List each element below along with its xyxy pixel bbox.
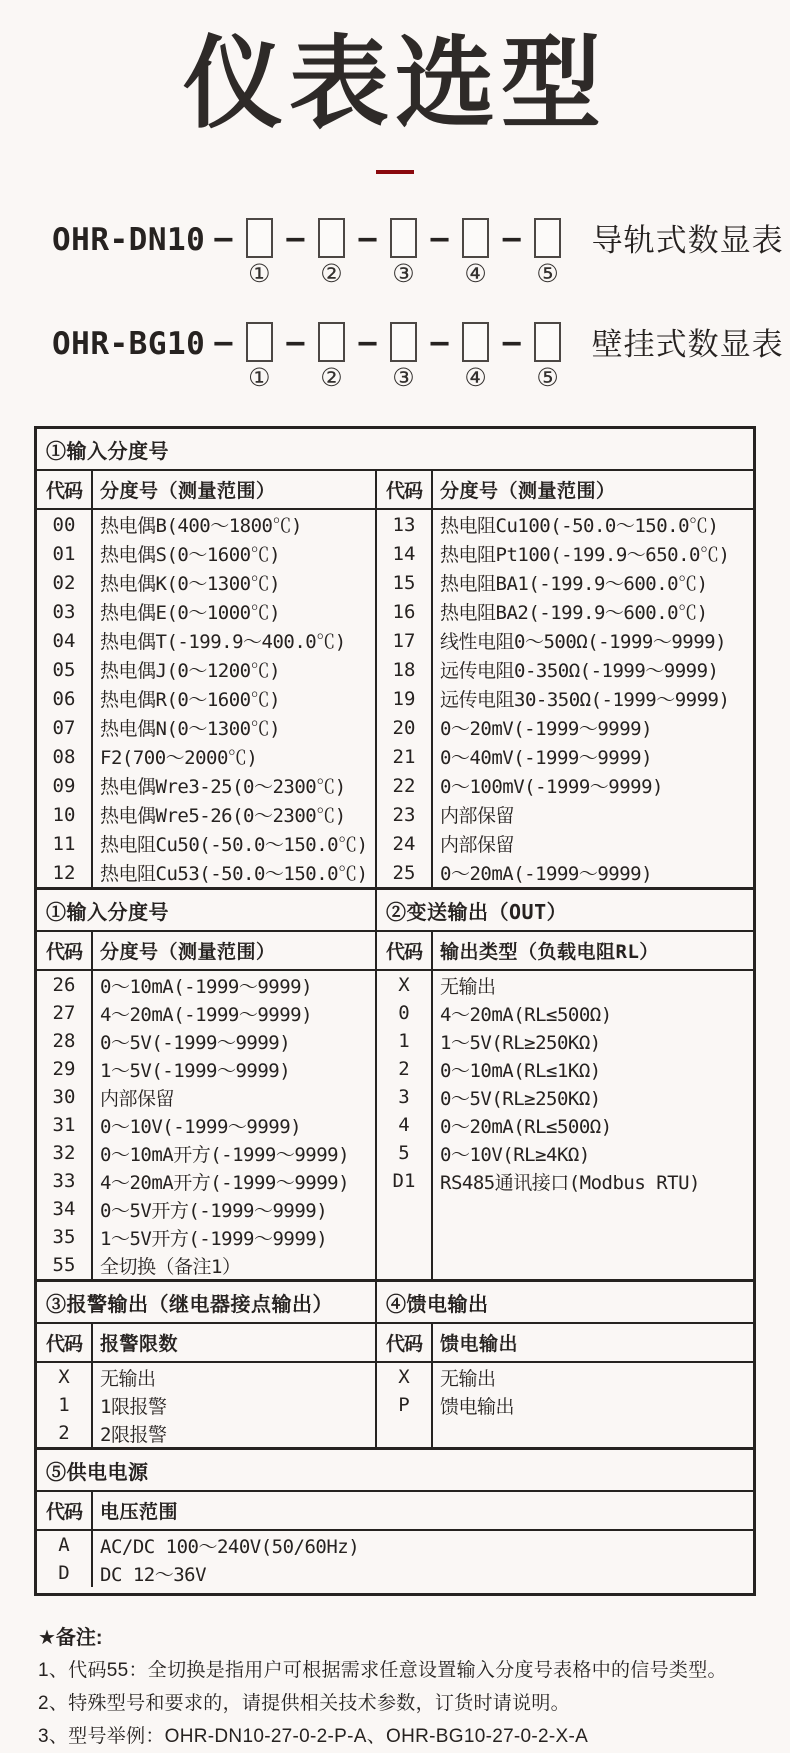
code-cell: 04: [52, 629, 76, 652]
table-half: [37, 471, 375, 887]
code-column-header: 代码: [385, 941, 422, 963]
slot-number: ③: [392, 363, 415, 392]
desc-cell: 0～40mV(-1999～9999): [440, 747, 653, 769]
desc-cell: 0～10mA开方(-1999～9999): [100, 1143, 350, 1166]
column-header-row: [37, 932, 375, 971]
slot-number: ⑤: [536, 363, 559, 392]
desc-cell: 0～10mA(RL≤1KΩ): [440, 1059, 601, 1082]
section-title: ②变送输出（OUT）: [375, 890, 753, 930]
desc-cell: 热电偶Wre5-26(0～2300℃): [100, 805, 346, 827]
desc-cell: 4～20mA(-1999～9999): [100, 1003, 313, 1026]
table-body: [37, 971, 375, 1279]
code-cell: D: [58, 1562, 70, 1584]
code-cell: 27: [52, 1002, 76, 1024]
section-body: [37, 932, 753, 1279]
code-cell: 15: [392, 571, 416, 594]
section-title: ⑤供电电源: [46, 1460, 149, 1484]
code-cell: 06: [52, 687, 76, 710]
model-slot: [386, 322, 422, 391]
desc-cell: 热电阻Pt100(-199.9～650.0℃): [440, 544, 730, 566]
desc-column-header: 馈电输出: [431, 1324, 753, 1361]
desc-cell: 0～20mA(-1999～9999): [440, 863, 653, 885]
desc-cell: 1限报警: [100, 1395, 167, 1418]
slot-number: ①: [248, 363, 271, 392]
desc-column: [431, 510, 753, 887]
desc-cell: 热电偶B(400～1800℃): [100, 515, 302, 537]
model-slot: [530, 322, 566, 391]
code-box: [462, 218, 489, 258]
desc-cell: 热电偶R(0～1600℃): [100, 689, 281, 711]
code-cell: 0: [398, 1002, 410, 1024]
code-column: [377, 1363, 431, 1447]
desc-cell: 热电阻Cu53(-50.0～150.0℃): [100, 863, 368, 885]
section-title: ①输入分度号: [46, 900, 169, 924]
code-cell: 16: [392, 600, 416, 623]
desc-cell: 热电偶T(-199.9～400.0℃): [100, 631, 346, 653]
code-cell: 33: [52, 1170, 76, 1192]
code-box: [390, 322, 417, 362]
table-section: [37, 887, 753, 1279]
table-half: [375, 1324, 753, 1447]
slot-number: ④: [464, 363, 487, 392]
desc-cell: 0～5V开方(-1999～9999): [100, 1199, 328, 1222]
notes-title: ★备注:: [38, 1627, 103, 1649]
desc-cell: 内部保留: [440, 834, 515, 856]
table-half: [37, 932, 375, 1279]
code-box: [318, 218, 345, 258]
desc-cell: 馈电输出: [440, 1395, 515, 1418]
model-slot: [458, 218, 494, 287]
code-cell: 02: [52, 571, 76, 594]
code-cell: 5: [398, 1142, 410, 1164]
desc-cell: 0～10V(-1999～9999): [100, 1115, 302, 1138]
table-body: [37, 510, 375, 887]
section-body: [37, 1324, 753, 1447]
dash-separator: –: [214, 221, 233, 256]
code-cell: 1: [58, 1394, 70, 1416]
slot-number: ②: [320, 259, 343, 288]
code-cell: 29: [52, 1058, 76, 1080]
code-cell: 24: [392, 832, 416, 855]
model-diagram: [52, 218, 790, 306]
desc-cell: 内部保留: [100, 1087, 175, 1110]
model-diagram: [52, 322, 790, 410]
code-column: [377, 971, 431, 1279]
desc-cell: 1～5V(RL≥250KΩ): [440, 1031, 601, 1054]
code-cell: 4: [398, 1114, 410, 1136]
dash-separator: –: [358, 325, 377, 360]
desc-cell: 1～5V开方(-1999～9999): [100, 1227, 328, 1250]
column-header-row: [377, 1324, 753, 1363]
code-box: [246, 218, 273, 258]
desc-cell: 热电偶K(0～1300℃): [100, 573, 281, 595]
table-body: [37, 1531, 753, 1593]
desc-cell: 无输出: [440, 1367, 496, 1390]
model-diagrams: [52, 218, 790, 410]
code-cell: 09: [52, 774, 76, 797]
dash-separator: –: [502, 221, 521, 256]
desc-cell: 无输出: [100, 1367, 156, 1390]
desc-cell: 0～5V(-1999～9999): [100, 1031, 291, 1054]
desc-cell: 热电阻BA1(-199.9～600.0℃): [440, 573, 708, 595]
code-cell: 20: [392, 716, 416, 739]
desc-column-header: 分度号（测量范围）: [91, 471, 375, 508]
code-cell: 23: [392, 803, 416, 826]
desc-column: [431, 1363, 753, 1447]
code-column-header: 代码: [385, 480, 422, 502]
dash-separator: –: [430, 221, 449, 256]
table-half: [37, 1324, 375, 1447]
model-prefix: OHR-BG10: [52, 326, 206, 362]
model-slot: [386, 218, 422, 287]
dash-separator: –: [214, 325, 233, 360]
desc-cell: 2限报警: [100, 1423, 167, 1446]
code-cell: 35: [52, 1226, 76, 1248]
code-column: [37, 1531, 91, 1587]
slot-number: ⑤: [536, 259, 559, 288]
desc-cell: 0～5V(RL≥250KΩ): [440, 1087, 601, 1110]
desc-cell: 0～20mV(-1999～9999): [440, 718, 653, 740]
table-section: [37, 429, 753, 887]
desc-cell: 热电偶Wre3-25(0～2300℃): [100, 776, 346, 798]
model-slot: [313, 218, 349, 287]
title-underline: [376, 170, 414, 174]
code-cell: 05: [52, 658, 76, 681]
table-half: [375, 932, 753, 1279]
code-cell: 08: [52, 745, 76, 768]
code-box: [318, 322, 345, 362]
column-header-row: [37, 1492, 753, 1531]
model-type-label: 壁挂式数显表: [591, 327, 784, 363]
section-title: ④馈电输出: [375, 1282, 753, 1322]
note-item: 2、特殊型号和要求的，请提供相关技术参数，订货时请说明。: [38, 1693, 570, 1714]
code-cell: 13: [392, 513, 416, 536]
table-section: [37, 1279, 753, 1447]
code-box: [462, 322, 489, 362]
code-cell: 26: [52, 974, 76, 996]
table-half: [37, 1492, 753, 1593]
desc-cell: 热电偶N(0～1300℃): [100, 718, 281, 740]
code-column: [37, 971, 91, 1279]
desc-cell: 热电偶J(0～1200℃): [100, 660, 281, 682]
code-cell: X: [58, 1366, 70, 1388]
code-cell: P: [398, 1394, 410, 1416]
section-title-row: [37, 890, 753, 932]
table-body: [377, 510, 753, 887]
code-column: [377, 510, 431, 887]
section-title-row: [37, 1282, 753, 1324]
desc-cell: 线性电阻0～500Ω(-1999～9999): [440, 631, 727, 653]
page-title: 仪表选型: [183, 25, 607, 142]
dash-separator: –: [286, 325, 305, 360]
model-slot: [241, 218, 277, 287]
code-column-header: 代码: [45, 941, 82, 963]
code-cell: 01: [52, 542, 76, 565]
desc-cell: 4～20mA(RL≤500Ω): [440, 1003, 612, 1026]
desc-cell: 远传电阻30-350Ω(-1999～9999): [440, 689, 730, 711]
code-box: [534, 218, 561, 258]
code-cell: D1: [392, 1170, 416, 1192]
table-half: [375, 471, 753, 887]
desc-cell: 热电阻Cu50(-50.0～150.0℃): [100, 834, 368, 856]
code-cell: 21: [392, 745, 416, 768]
code-cell: 03: [52, 600, 76, 623]
dash-separator: –: [502, 325, 521, 360]
desc-cell: 远传电阻0-350Ω(-1999～9999): [440, 660, 719, 682]
desc-cell: F2(700～2000℃): [100, 747, 258, 769]
table-body: [377, 971, 753, 1279]
desc-column-header: 输出类型（负载电阻RL）: [431, 932, 753, 969]
desc-column: [91, 1531, 753, 1587]
column-header-row: [377, 471, 753, 510]
code-cell: 1: [398, 1030, 410, 1052]
code-cell: 22: [392, 774, 416, 797]
code-cell: X: [398, 974, 410, 996]
code-cell: 3: [398, 1086, 410, 1108]
dash-separator: –: [430, 325, 449, 360]
table-body: [377, 1363, 753, 1447]
desc-column-header: 电压范围: [91, 1492, 753, 1529]
desc-cell: 热电偶E(0～1000℃): [100, 602, 281, 624]
desc-column: [431, 971, 753, 1279]
code-cell: 55: [52, 1254, 76, 1276]
code-cell: 17: [392, 629, 416, 652]
table-section: [37, 1447, 753, 1593]
code-box: [246, 322, 273, 362]
dash-separator: –: [286, 221, 305, 256]
model-slot: [458, 322, 494, 391]
section-title: ③报警输出（继电器接点输出）: [46, 1292, 333, 1316]
desc-column-header: 分度号（测量范围）: [431, 471, 753, 508]
slot-number: ②: [320, 363, 343, 392]
desc-cell: 0～10mA(-1999～9999): [100, 975, 313, 998]
desc-column: [91, 510, 375, 887]
code-cell: 14: [392, 542, 416, 565]
desc-column-header: 分度号（测量范围）: [91, 932, 375, 969]
model-slot: [313, 322, 349, 391]
desc-cell: 热电偶S(0～1600℃): [100, 544, 281, 566]
desc-cell: 全切换（备注1）: [100, 1255, 241, 1278]
section-body: [37, 1492, 753, 1593]
code-cell: 32: [52, 1142, 76, 1164]
code-cell: 31: [52, 1114, 76, 1136]
section-body: [37, 471, 753, 887]
column-header-row: [37, 471, 375, 510]
desc-cell: 热电阻BA2(-199.9～600.0℃): [440, 602, 708, 624]
slot-number: ①: [248, 259, 271, 288]
code-cell: X: [398, 1366, 410, 1388]
desc-column: [91, 971, 375, 1279]
code-cell: A: [58, 1534, 70, 1556]
desc-cell: RS485通讯接口(Modbus RTU): [440, 1171, 700, 1194]
code-cell: 00: [52, 513, 76, 536]
code-column-header: 代码: [45, 1333, 82, 1355]
desc-cell: 无输出: [440, 975, 496, 998]
table-body: [37, 1363, 375, 1447]
desc-column: [91, 1363, 375, 1447]
code-cell: 25: [392, 861, 416, 884]
slot-number: ③: [392, 259, 415, 288]
code-cell: 18: [392, 658, 416, 681]
desc-column-header: 报警限数: [91, 1324, 375, 1361]
section-title-row: [37, 429, 753, 471]
section-title-row: [37, 1450, 753, 1492]
desc-cell: 0～100mV(-1999～9999): [440, 776, 663, 798]
column-header-row: [37, 1324, 375, 1363]
code-cell: 07: [52, 716, 76, 739]
desc-cell: AC/DC 100～240V(50/60Hz): [100, 1535, 360, 1558]
desc-cell: 1～5V(-1999～9999): [100, 1059, 291, 1082]
desc-cell: DC 12～36V: [100, 1563, 207, 1586]
code-column: [37, 510, 91, 887]
code-cell: 19: [392, 687, 416, 710]
code-cell: 2: [398, 1058, 410, 1080]
code-cell: 12: [52, 861, 76, 884]
desc-cell: 0～10V(RL≥4KΩ): [440, 1143, 590, 1166]
code-cell: 11: [52, 832, 76, 855]
desc-cell: 0～20mA(RL≤500Ω): [440, 1115, 612, 1138]
code-cell: 28: [52, 1030, 76, 1052]
code-column: [37, 1363, 91, 1447]
dash-separator: –: [358, 221, 377, 256]
section-title: ①输入分度号: [46, 439, 169, 463]
note-item: 3、型号举例：OHR-DN10-27-0-2-P-A、OHR-BG10-27-0-2-X-A: [38, 1726, 589, 1747]
model-prefix: OHR-DN10: [52, 222, 206, 258]
slot-number: ④: [464, 259, 487, 288]
model-slot: [241, 322, 277, 391]
code-cell: 2: [58, 1422, 70, 1444]
notes-block: [38, 1622, 790, 1753]
column-header-row: [377, 932, 753, 971]
code-column-header: 代码: [45, 480, 82, 502]
desc-cell: 内部保留: [440, 805, 515, 827]
code-cell: 30: [52, 1086, 76, 1108]
model-slot: [530, 218, 566, 287]
code-box: [390, 218, 417, 258]
code-column-header: 代码: [385, 1333, 422, 1355]
model-type-label: 导轨式数显表: [591, 223, 784, 259]
note-item: 1、代码55：全切换是指用户可根据需求任意设置输入分度号表格中的信号类型。: [38, 1660, 727, 1681]
code-box: [534, 322, 561, 362]
code-cell: 34: [52, 1198, 76, 1220]
code-column-header: 代码: [45, 1501, 82, 1523]
selection-table: [34, 426, 756, 1596]
desc-cell: 4～20mA开方(-1999～9999): [100, 1171, 350, 1194]
desc-cell: 热电阻Cu100(-50.0～150.0℃): [440, 515, 719, 537]
code-cell: 10: [52, 803, 76, 826]
